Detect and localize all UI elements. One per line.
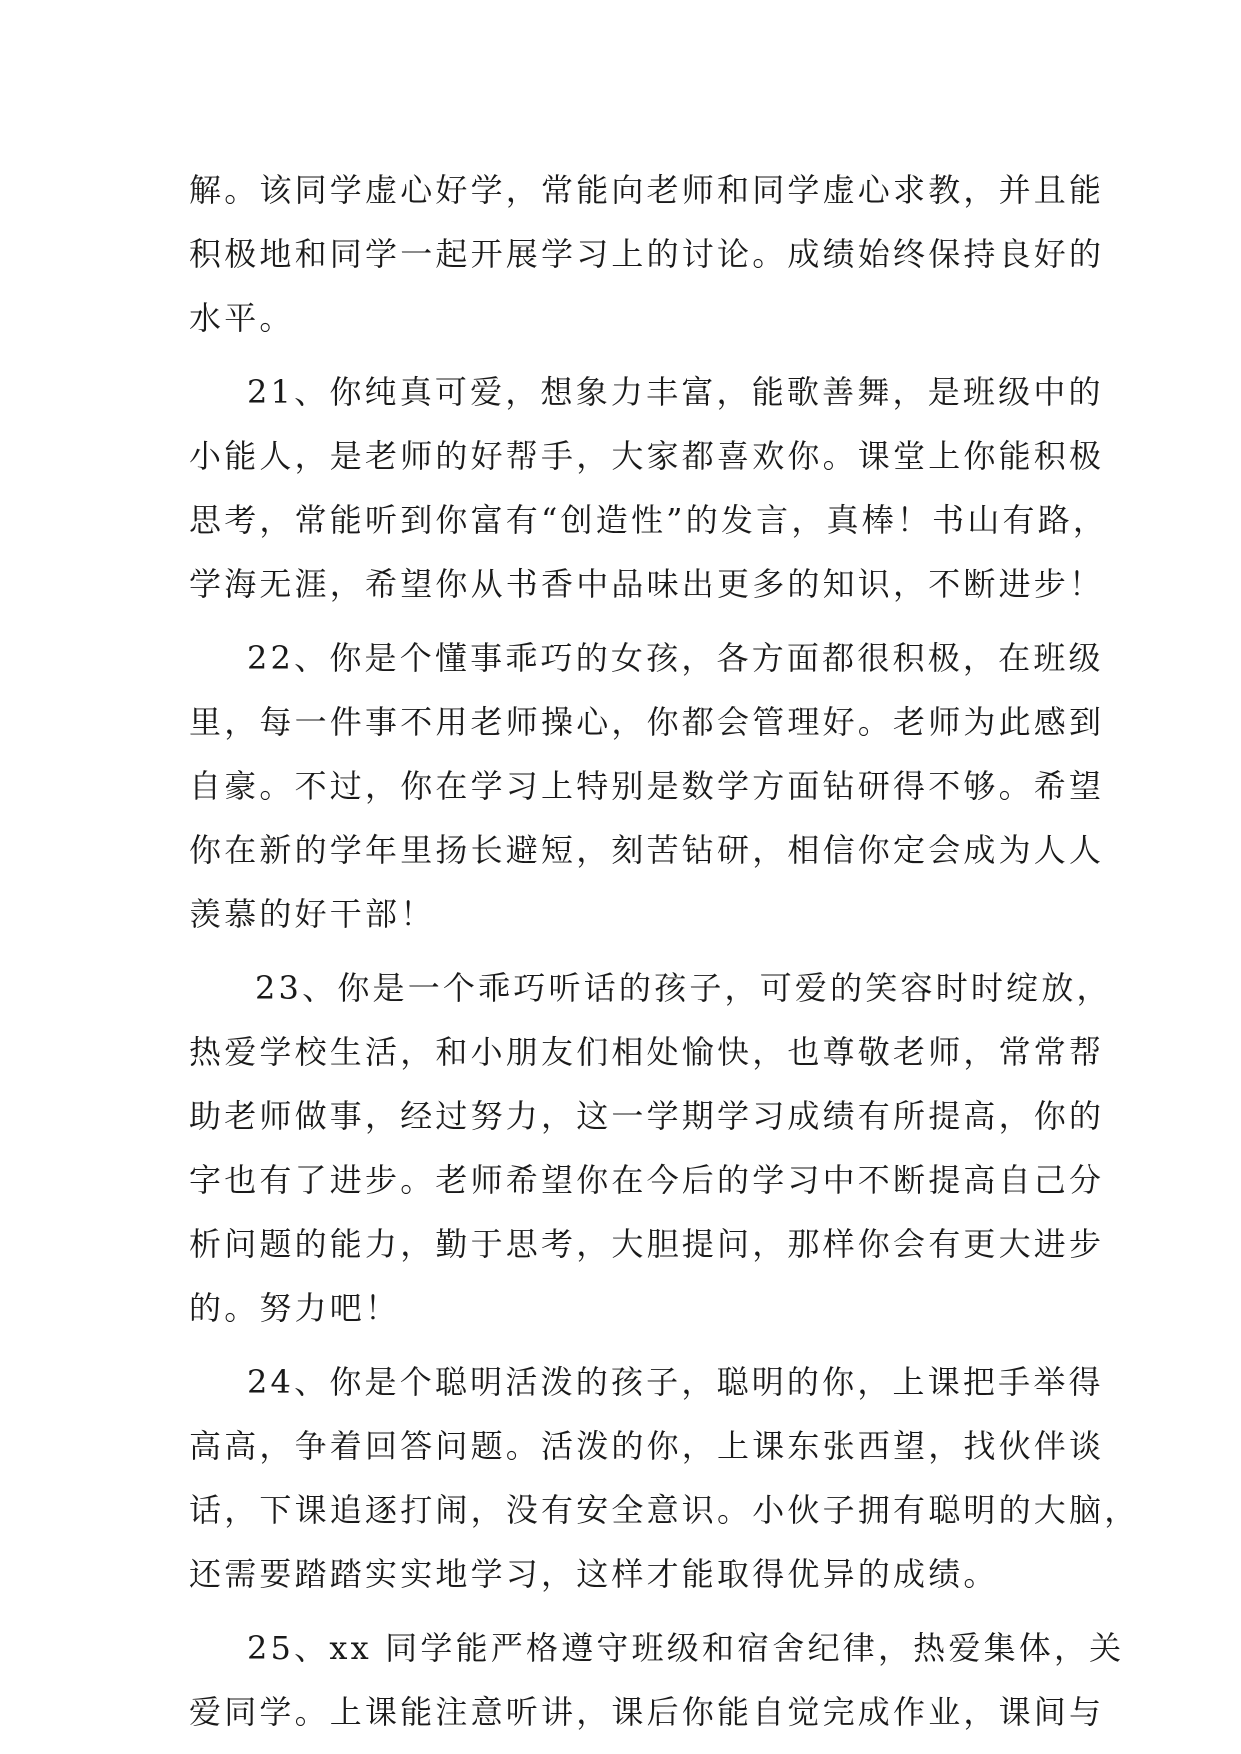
- text-line: 析问题的能力，勤于思考，大胆提问，那样你会有更大进步: [189, 1225, 1105, 1263]
- text-line: 高高，争着回答问题。活泼的你，上课东张西望，找伙伴谈: [189, 1427, 1105, 1465]
- paragraph-25-line: 25、xx 同学能严格遵守班级和宿舍纪律，热爱集体，关: [247, 1629, 1125, 1667]
- text-line: 你在新的学年里扬长避短，刻苦钻研，相信你定会成为人人: [189, 831, 1105, 869]
- text-line: 话，下课追逐打闹，没有安全意识。小伙子拥有聪明的大脑，: [189, 1491, 1140, 1529]
- text-line: 水平。: [189, 299, 295, 337]
- text-line: 学海无涯，希望你从书香中品味出更多的知识，不断进步！: [189, 565, 1105, 603]
- document-body: [189, 158, 1140, 1744]
- text-line: 爱同学。上课能注意听讲，课后你能自觉完成作业，课间与: [189, 1693, 1105, 1731]
- text-line: 热爱学校生活，和小朋友们相处愉快，也尊敬老师，常常帮: [189, 1033, 1105, 1071]
- paragraph-24-line: 24、你是个聪明活泼的孩子，聪明的你，上课把手举得: [247, 1363, 1104, 1401]
- text-line: 里，每一件事不用老师操心，你都会管理好。老师为此感到: [189, 703, 1105, 741]
- text-line: 小能人，是老师的好帮手，大家都喜欢你。课堂上你能积极: [189, 437, 1105, 475]
- paragraph-22-line: 22、你是个懂事乖巧的女孩，各方面都很积极，在班级: [247, 639, 1104, 677]
- text-line: 自豪。不过，你在学习上特别是数学方面钻研得不够。希望: [189, 767, 1105, 805]
- text-line: 积极地和同学一起开展学习上的讨论。成绩始终保持良好的: [189, 235, 1105, 273]
- paragraph-21-line: 21、你纯真可爱，想象力丰富，能歌善舞，是班级中的: [247, 373, 1104, 411]
- text-line: 思考，常能听到你富有“创造性”的发言，真棒！书山有路，: [189, 501, 1109, 539]
- text-line: 羡慕的好干部！: [189, 895, 436, 933]
- text-line: 的。努力吧！: [189, 1289, 401, 1327]
- paragraph-23-line: 23、你是一个乖巧听话的孩子，可爱的笑容时时绽放，: [255, 969, 1112, 1007]
- text-line: 解。该同学虚心好学，常能向老师和同学虚心求教，并且能: [189, 171, 1105, 209]
- text-line: 字也有了进步。老师希望你在今后的学习中不断提高自己分: [189, 1161, 1105, 1199]
- text-line: 还需要踏踏实实地学习，这样才能取得优异的成绩。: [189, 1555, 999, 1593]
- text-line: 助老师做事，经过努力，这一学期学习成绩有所提高，你的: [189, 1097, 1105, 1135]
